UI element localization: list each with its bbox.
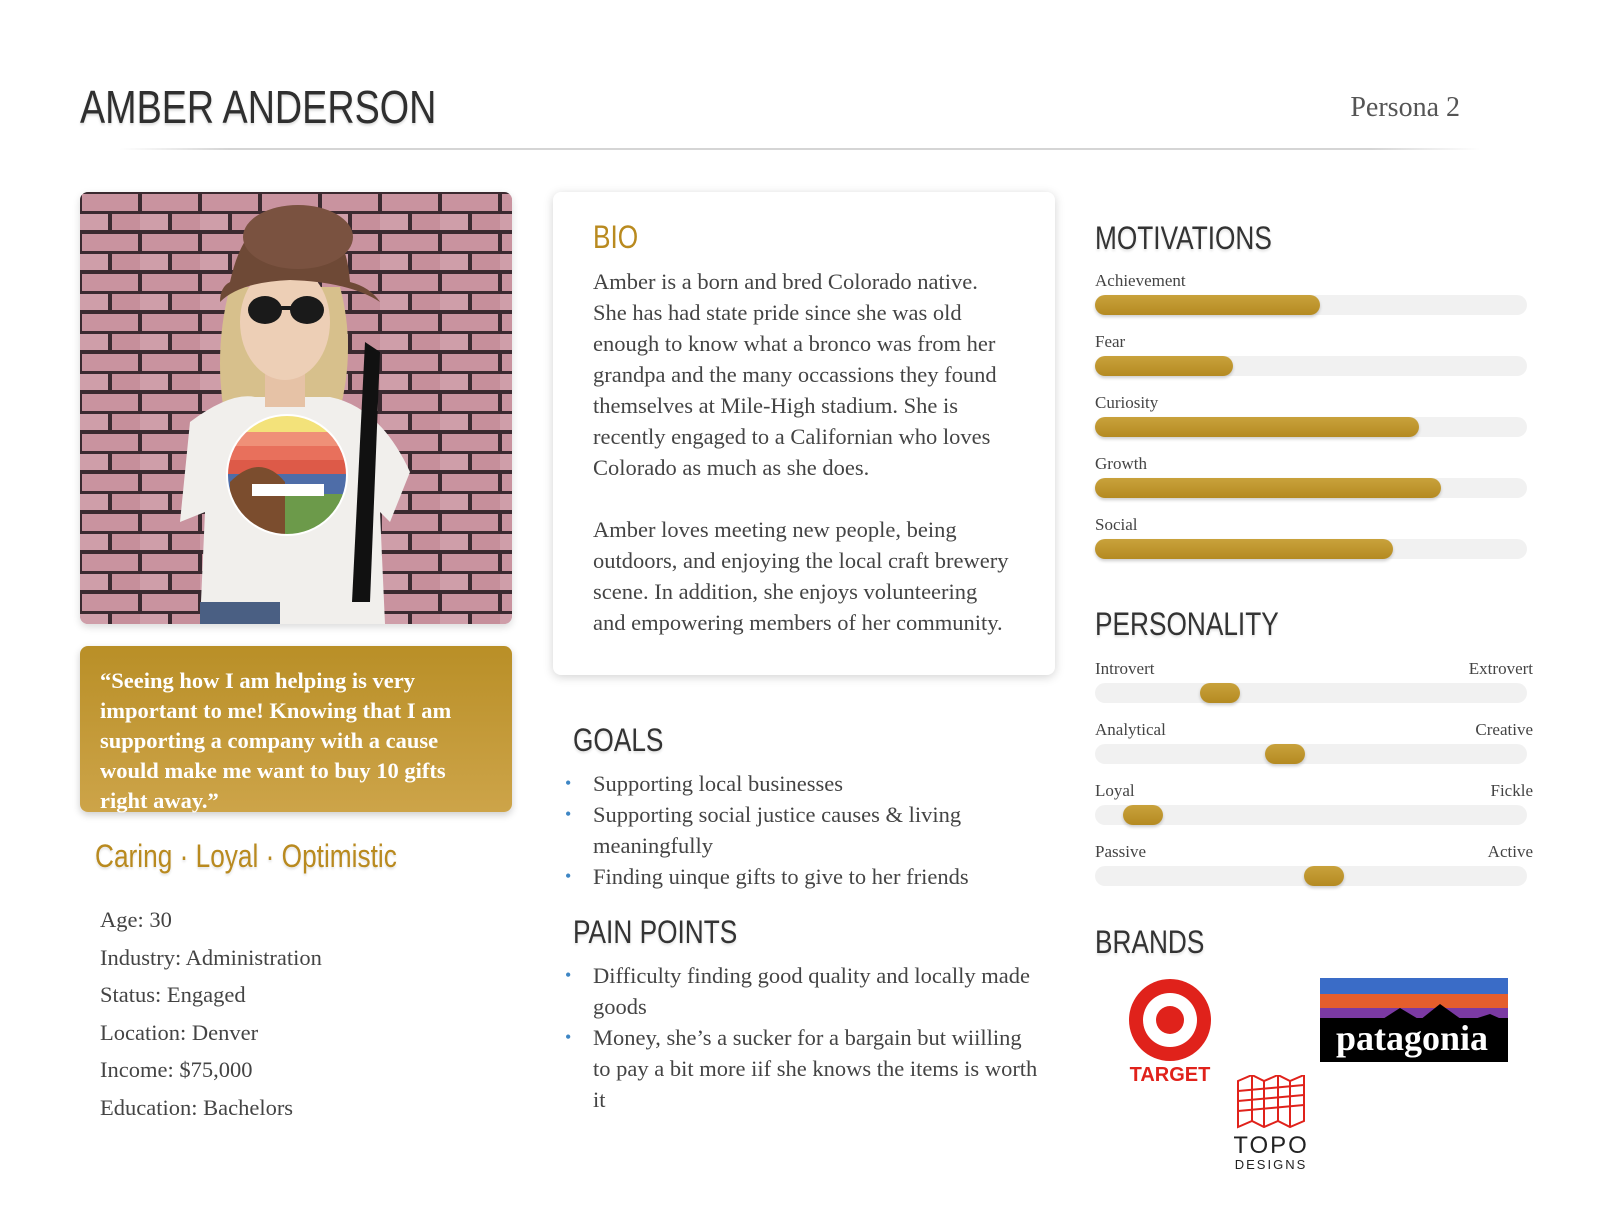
- motivation-fill: [1095, 417, 1419, 437]
- goal-item: • Supporting social justice causes & living meaningfully: [573, 799, 1043, 861]
- header-divider: [120, 148, 1480, 150]
- trait-left-label: Passive: [1095, 842, 1146, 861]
- motivation-fill: [1095, 295, 1320, 315]
- trait-left-label: Analytical: [1095, 720, 1166, 739]
- motivation-track: [1095, 295, 1527, 315]
- trait-right-label: Active: [1487, 842, 1533, 861]
- persona-photo: [80, 192, 512, 624]
- patagonia-label: patagonia: [1335, 1018, 1489, 1058]
- persona-name: AMBER ANDERSON: [80, 81, 437, 133]
- topo-designs-logo: [1234, 1075, 1310, 1180]
- fact-age: Age: 30: [100, 907, 172, 932]
- motivation-track: [1095, 539, 1527, 559]
- topo-label: TOPO: [1234, 1132, 1309, 1159]
- bio-paragraph: Amber is a born and bred Colorado native. She has had state pride since she was old enough to know what a bronco was from her grandpa and the many occassions they found themselves at Mile-High stadium. She is recently engaged to a Californian who loves Colorado as much as she does.: [593, 269, 997, 480]
- bio-heading: BIO: [593, 219, 639, 255]
- bio-paragraph: Amber loves meeting new people, being outdoors, and enjoying the local craft brewery scene. In addition, she enjoys volunteering and empowering members of her community.: [593, 517, 1009, 635]
- pain-points-heading: PAIN POINTS: [573, 914, 738, 950]
- motivation-track: [1095, 478, 1527, 498]
- motivation-row: [1095, 393, 1527, 437]
- goals-heading: GOALS: [573, 722, 664, 758]
- motivation-track: [1095, 356, 1527, 376]
- personality-row: [1095, 781, 1533, 825]
- personality-marker: [1200, 683, 1240, 703]
- pain-point-item: • Difficulty finding good quality and locally made goods: [573, 960, 1043, 1022]
- goal-item: • Finding uinque gifts to give to her friends: [573, 861, 1043, 892]
- personality-track: [1095, 683, 1527, 703]
- persona-number: Persona 2: [1350, 92, 1460, 123]
- personality-marker: [1304, 866, 1344, 886]
- fact-location: Location: Denver: [100, 1019, 259, 1045]
- target-label: TARGET: [1129, 1064, 1211, 1086]
- brands-heading: BRANDS: [1095, 924, 1205, 960]
- motivation-fill: [1095, 478, 1441, 498]
- motivation-label: Achievement: [1095, 271, 1186, 290]
- personality-marker: [1123, 805, 1163, 825]
- pain-points-list: [573, 960, 1043, 1115]
- goals-list: [573, 768, 1043, 892]
- motivation-label: Fear: [1095, 332, 1126, 351]
- target-logo: [1128, 978, 1212, 1093]
- bio-card: [553, 192, 1055, 675]
- personality-track: [1095, 744, 1527, 764]
- persona-quote: “Seeing how I am helping is very important to me! Knowing that I am supporting a company with a cause would make me want to buy 10 gifts right away.”: [80, 646, 512, 812]
- trait-right-label: Fickle: [1490, 781, 1533, 800]
- personality-heading: PERSONALITY: [1095, 606, 1279, 642]
- persona-facts: [100, 906, 322, 1131]
- personality-row: [1095, 720, 1533, 764]
- topo-sub-label: DESIGNS: [1234, 1157, 1308, 1172]
- trait-left-label: Introvert: [1095, 659, 1155, 678]
- motivation-row: [1095, 454, 1527, 498]
- motivation-row: [1095, 515, 1527, 559]
- motivation-fill: [1095, 356, 1233, 376]
- personality-marker: [1265, 744, 1305, 764]
- motivation-label: Curiosity: [1095, 393, 1159, 412]
- motivation-fill: [1095, 539, 1393, 559]
- fact-industry: Industry: Administration: [100, 944, 322, 970]
- trait-right-label: Extrovert: [1468, 659, 1533, 678]
- motivations-heading: MOTIVATIONS: [1095, 220, 1272, 256]
- pain-point-item: • Money, she’s a sucker for a bargain but wiilling to pay a bit more iif she knows the items is worth it: [573, 1022, 1043, 1115]
- fact-income: Income: $75,000: [100, 1057, 253, 1082]
- trait-right-label: Creative: [1475, 720, 1533, 739]
- motivation-label: Social: [1095, 515, 1138, 534]
- trait-left-label: Loyal: [1095, 781, 1135, 800]
- personality-row: [1095, 842, 1533, 886]
- fact-education: Education: Bachelors: [100, 1094, 294, 1120]
- personality-track: [1095, 866, 1527, 886]
- motivation-row: [1095, 271, 1527, 315]
- personality-row: [1095, 659, 1533, 703]
- fact-status: Status: Engaged: [100, 982, 246, 1007]
- goal-item: • Supporting local businesses: [573, 768, 1043, 799]
- motivation-row: [1095, 332, 1527, 376]
- patagonia-logo: [1320, 978, 1508, 1067]
- motivation-track: [1095, 417, 1527, 437]
- persona-traits: Caring · Loyal · Optimistic: [95, 838, 397, 874]
- personality-track: [1095, 805, 1527, 825]
- motivation-label: Growth: [1095, 454, 1147, 473]
